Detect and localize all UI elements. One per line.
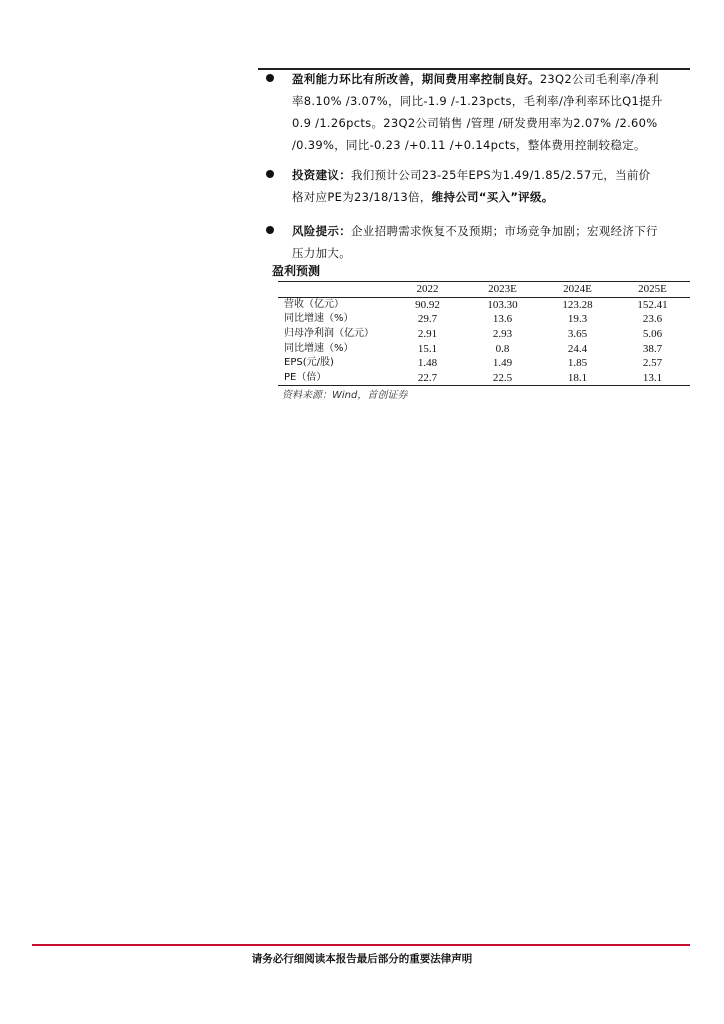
header-cell: 2023E <box>488 283 517 296</box>
header-cell: 2025E <box>638 283 667 296</box>
bullet-risk-warning <box>258 220 690 264</box>
table-cell: 15.1 <box>417 342 438 355</box>
table-cell: 22.7 <box>417 371 438 384</box>
table-cell: 24.4 <box>567 342 588 355</box>
table-cell: 1.85 <box>567 357 588 370</box>
table-cell: 38.7 <box>642 342 663 355</box>
table-cell: 152.41 <box>637 298 668 311</box>
bullet-line: 盈利能力环比有所改善，期间费用率控制良好。23Q2公司毛利率/净利 <box>292 72 659 86</box>
table-row <box>278 341 690 356</box>
table-header-row <box>278 282 690 298</box>
table-cell: 13.6 <box>492 313 513 326</box>
table-cell: 29.7 <box>417 313 438 326</box>
table-row <box>278 297 690 312</box>
table-cell: 19.3 <box>567 313 588 326</box>
bullet-line: /0.39%，同比-0.23 /+0.11 /+0.14pcts，整体费用控制较稳定。 <box>292 138 646 152</box>
header-cell: 2024E <box>563 283 592 296</box>
row-label: EPS(元/股) <box>284 357 334 369</box>
row-label: 营收（亿元） <box>284 298 344 310</box>
bullet-line: 率8.10% /3.07%，同比-1.9 /-1.23pcts，毛利率/净利率环比Q1提升 <box>292 94 663 108</box>
table-cell: 2.57 <box>642 357 663 370</box>
table-row <box>278 356 690 371</box>
table-cell: 3.65 <box>567 328 588 341</box>
row-label: 同比增速（%） <box>284 313 354 325</box>
table-source-note: 资料来源：Wind，首创证券 <box>282 390 408 401</box>
table-cell: 18.1 <box>567 371 588 384</box>
header-cell <box>278 282 390 298</box>
table-cell: 1.48 <box>417 357 438 370</box>
bullet-line: 压力加大。 <box>292 246 351 260</box>
row-label: PE（倍） <box>284 371 327 383</box>
bullet-profitability <box>258 68 690 158</box>
table-cell: 1.49 <box>492 357 513 370</box>
earnings-forecast-table <box>278 281 690 386</box>
table-cell: 2.91 <box>417 328 438 341</box>
table-title: 盈利预测 <box>272 264 321 278</box>
table-cell: 123.28 <box>562 298 593 311</box>
row-label: 归母净利润（亿元） <box>284 328 374 340</box>
table-cell: 5.06 <box>642 328 663 341</box>
table-row <box>278 312 690 327</box>
table-cell: 103.30 <box>487 298 518 311</box>
header-cell: 2022 <box>416 283 439 296</box>
legal-disclaimer-footer: 请务必行细阅读本报告最后部分的重要法律声明 <box>251 953 473 965</box>
table-cell: 90.92 <box>415 298 440 311</box>
bullet-line: 0.9 /1.26pcts。23Q2公司销售 /管理 /研发费用率为2.07% /2.60% <box>292 116 658 130</box>
bullet-line: 风险提示：企业招聘需求恢复不及预期；市场竞争加剧；宏观经济下行 <box>292 224 658 238</box>
table-row <box>278 327 690 342</box>
bullet-line: 格对应PE为23/18/13倍，维持公司“买入”评级。 <box>292 190 554 204</box>
bullet-dot <box>266 74 274 82</box>
table-cell: 13.1 <box>642 371 663 384</box>
table-cell: 2.93 <box>492 328 513 341</box>
bullet-line: 投资建议：我们预计公司23-25年EPS为1.49/1.85/2.57元，当前价 <box>292 168 651 182</box>
footer-rule <box>32 944 690 946</box>
bullet-dot <box>266 170 274 178</box>
bullet-investment-advice <box>258 164 690 208</box>
table-cell: 0.8 <box>495 342 510 355</box>
bullet-dot <box>266 226 274 234</box>
table-row <box>278 371 690 386</box>
table-cell: 23.6 <box>642 313 663 326</box>
row-label: 同比增速（%） <box>284 342 354 354</box>
table-cell: 22.5 <box>492 371 513 384</box>
